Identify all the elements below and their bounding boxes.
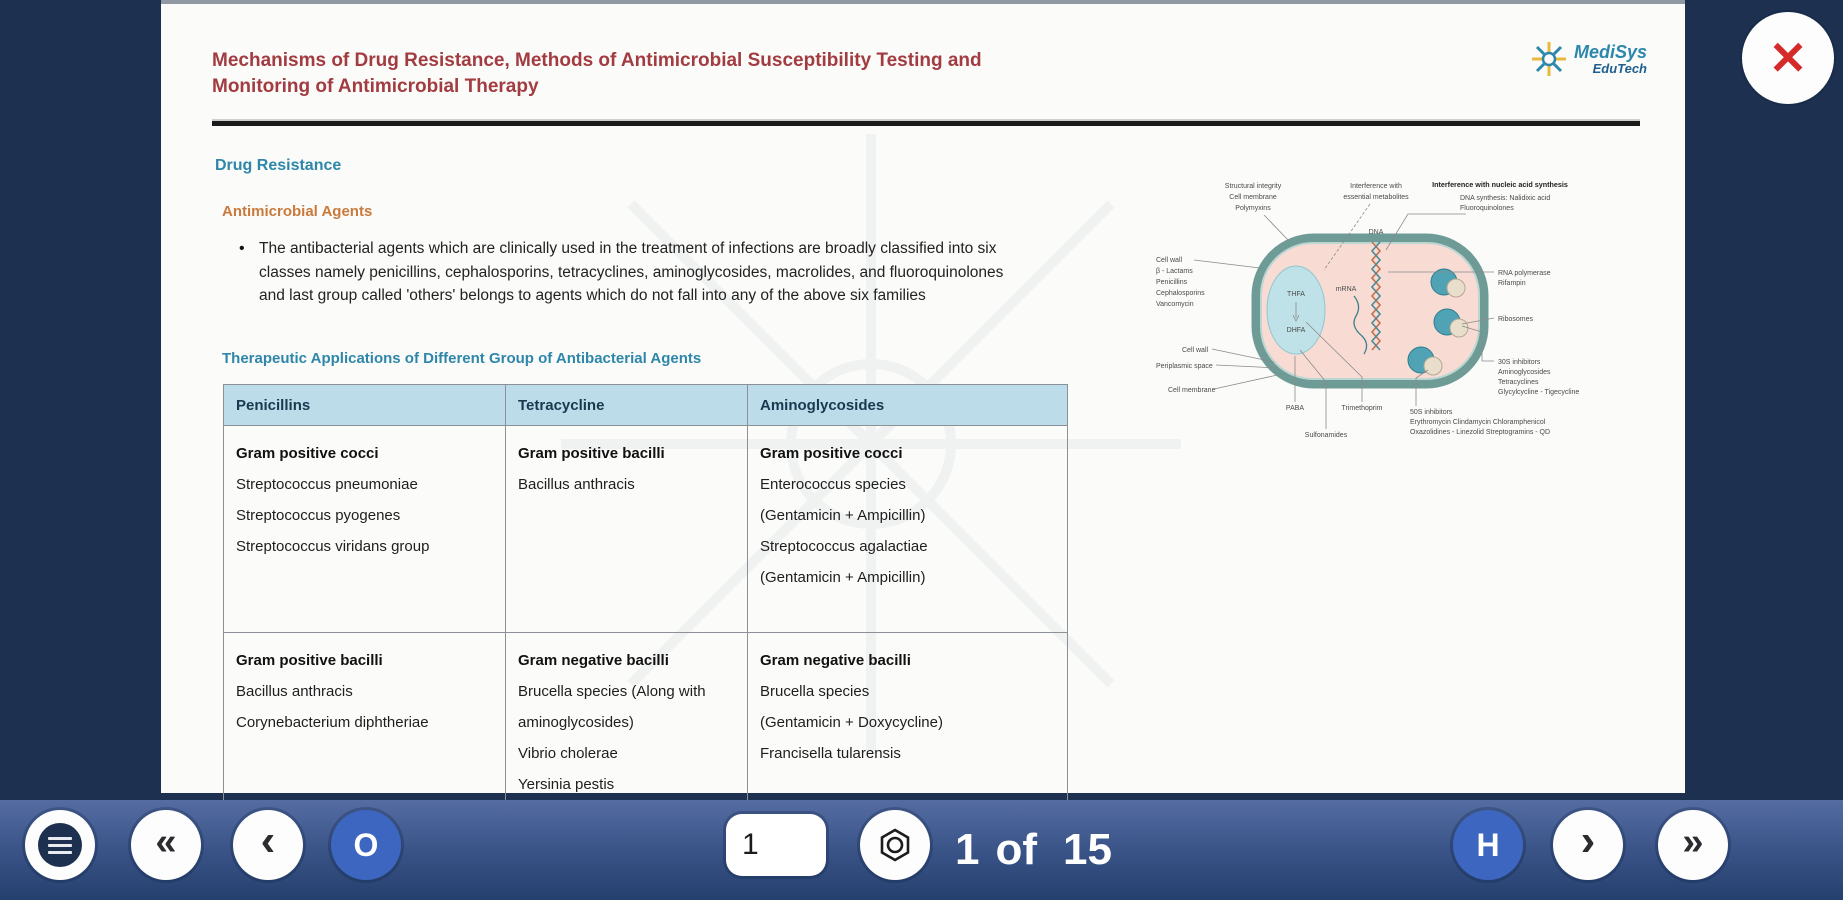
col-header-tetracycline: Tetracycline [506, 385, 748, 426]
go-to-page-button[interactable] [860, 810, 930, 880]
logo-name: MediSys [1573, 42, 1647, 62]
svg-text:Polymyxins: Polymyxins [1235, 205, 1271, 212]
svg-text:Periplasmic space: Periplasmic space [1156, 363, 1213, 370]
col-header-aminoglycosides: Aminoglycosides [748, 385, 1068, 426]
previous-page-button[interactable] [233, 810, 303, 880]
table-cell: Gram positive cocci Streptococcus pneumoniae Streptococcus pyogenes Streptococcus viridans group [224, 426, 506, 633]
svg-text:DNA synthesis: Nalidixic acid: DNA synthesis: Nalidixic acid [1460, 195, 1551, 202]
table-header-row [224, 385, 1068, 426]
title-underline [212, 121, 1640, 126]
svg-text:Cell wall: Cell wall [1182, 347, 1209, 354]
bullet-paragraph: • The antibacterial agents which are clinically used in the treatment of infections are broadly classified into six classes namely penicillins, cephalosporins, tetracyclines, aminoglycosides, macrolides, and fluoroquinolones and last group called 'others' belongs to agents which do not fall into any of the above six families [237, 237, 1029, 308]
svg-text:Cephalosporins: Cephalosporins [1156, 290, 1205, 297]
logo-sub: EduTech [1592, 61, 1647, 76]
highlight-button-label: H [1476, 827, 1500, 863]
double-chevron-left-icon: « [155, 821, 177, 863]
svg-text:Cell membrane: Cell membrane [1229, 194, 1277, 201]
svg-text:DHFA: DHFA [1286, 327, 1306, 334]
menu-icon [38, 823, 82, 867]
svg-text:Penicillins: Penicillins [1156, 279, 1188, 286]
first-page-button[interactable] [131, 810, 201, 880]
svg-text:Oxazolidines - Linezolid Strep: Oxazolidines - Linezolid Streptogramins - QD [1410, 429, 1551, 436]
page-current: 1 [955, 825, 980, 874]
double-chevron-right-icon: » [1682, 821, 1704, 863]
page-number-input[interactable] [726, 814, 826, 876]
svg-text:Structural integrity: Structural integrity [1224, 183, 1282, 190]
svg-text:Vancomycin: Vancomycin [1156, 301, 1194, 308]
table-row [224, 426, 1068, 633]
page-indicator [955, 800, 1112, 900]
svg-text:Erythromycin Clindamycin Chlor: Erythromycin Clindamycin Chloramphenicol [1410, 419, 1546, 426]
svg-text:β - Lactams: β - Lactams [1156, 268, 1193, 275]
highlight-button[interactable] [1453, 810, 1523, 880]
thumbnails-button[interactable] [25, 810, 95, 880]
chevron-left-icon: ‹ [260, 816, 276, 865]
svg-text:Glycylcycline - Tigecycline: Glycylcycline - Tigecycline [1498, 389, 1580, 396]
antibacterial-table [223, 384, 1068, 807]
table-cell: Gram positive bacilli Bacillus anthracis Corynebacterium diphtheriae [224, 633, 506, 807]
outline-button[interactable] [331, 810, 401, 880]
subsection-heading: Antimicrobial Agents [222, 203, 373, 220]
close-button[interactable] [1742, 12, 1834, 104]
svg-text:Ribosomes: Ribosomes [1498, 316, 1534, 323]
antibiotic-mechanism-diagram [1148, 172, 1648, 467]
page-of-label: of [995, 825, 1038, 874]
table-cell: Gram negative bacilli Brucella species (Gentamicin + Doxycycline) Francisella tularensis [748, 633, 1068, 807]
table-cell: Gram negative bacilli Brucella species (Along with aminoglycosides) Vibrio cholerae Yersinia pestis [506, 633, 748, 807]
table-heading: Therapeutic Applications of Different Group of Antibacterial Agents [222, 350, 702, 367]
svg-text:Trimethoprim: Trimethoprim [1341, 405, 1383, 412]
svg-text:essential metabolites: essential metabolites [1343, 194, 1409, 201]
page-total: 15 [1063, 825, 1112, 874]
svg-text:Fluoroquinolones: Fluoroquinolones [1460, 205, 1514, 212]
next-page-button[interactable] [1553, 810, 1623, 880]
close-icon: ✕ [1768, 32, 1808, 84]
svg-text:mRNA: mRNA [1335, 286, 1357, 293]
gear-icon [875, 825, 915, 865]
svg-text:RNA polymerase: RNA polymerase [1498, 270, 1551, 277]
table-cell: Gram positive cocci Enterococcus species (Gentamicin + Ampicillin) Streptococcus agalactiae (Gentamicin + Ampicillin) [748, 426, 1068, 633]
svg-text:Tetracyclines: Tetracyclines [1498, 379, 1539, 386]
svg-text:30S inhibitors: 30S inhibitors [1498, 359, 1541, 366]
svg-text:Sulfonamides: Sulfonamides [1304, 432, 1348, 439]
svg-text:Aminoglycosides: Aminoglycosides [1498, 369, 1551, 376]
svg-text:Interference with: Interference with [1350, 183, 1402, 190]
col-header-penicillins: Penicillins [224, 385, 506, 426]
viewer-toolbar [0, 800, 1843, 900]
chevron-right-icon: › [1580, 816, 1596, 865]
table-cell: Gram positive bacilli Bacillus anthracis [506, 426, 748, 633]
svg-text:Rifampin: Rifampin [1498, 280, 1526, 287]
section-heading: Drug Resistance [215, 157, 342, 174]
brand-logo [1530, 40, 1647, 78]
table-row [224, 633, 1068, 807]
svg-text:Cell wall: Cell wall [1156, 257, 1183, 264]
svg-text:DNA: DNA [1368, 229, 1384, 236]
document-page [161, 0, 1685, 793]
last-page-button[interactable] [1658, 810, 1728, 880]
svg-text:Interference with nucleic acid: Interference with nucleic acid synthesis [1432, 180, 1568, 189]
document-title: Mechanisms of Drug Resistance, Methods of Antimicrobial Susceptibility Testing and Monitoring of Antimicrobial Therapy [212, 50, 982, 97]
svg-text:Cell membrane: Cell membrane [1168, 387, 1216, 394]
outline-button-label: O [353, 827, 379, 863]
svg-text:50S inhibitors: 50S inhibitors [1410, 409, 1453, 416]
svg-text:THFA: THFA [1287, 291, 1305, 298]
svg-text:PABA: PABA [1285, 405, 1305, 412]
starburst-icon [1530, 40, 1568, 78]
